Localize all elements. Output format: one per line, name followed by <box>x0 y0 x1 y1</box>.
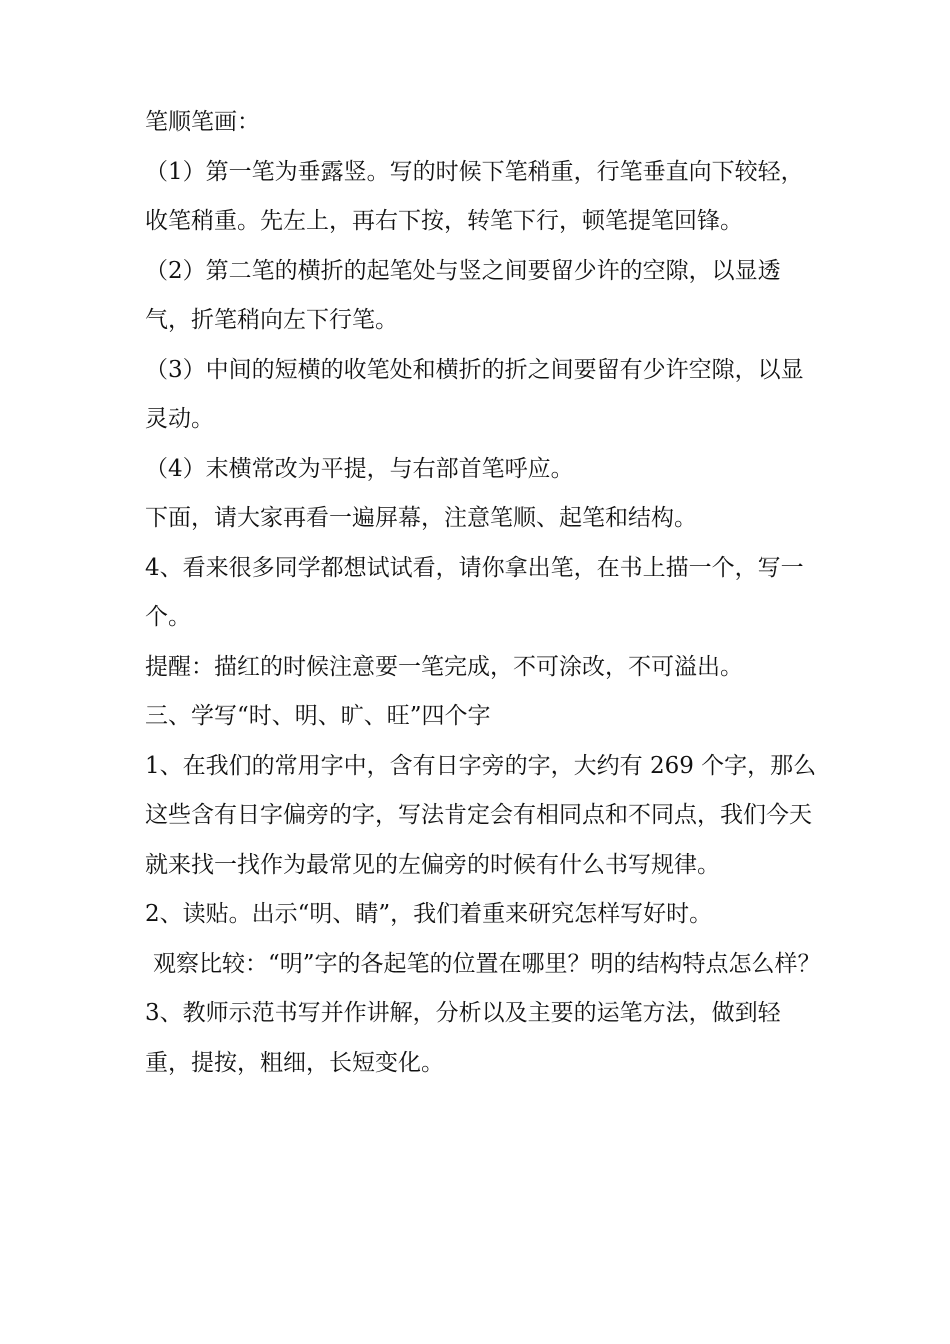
document-body <box>145 98 825 1088</box>
paragraph-reminder: 提醒：描红的时候注意要一笔完成，不可涂改，不可溢出。 <box>145 653 743 680</box>
paragraph-stroke-2: （2）第二笔的横折的起笔处与竖之间要留少许的空隙，以显透气，折笔稍向左下行笔。 <box>145 257 781 333</box>
section-heading-three: 三、学写“时、明、旷、旺”四个字 <box>145 703 491 729</box>
paragraph-step-2: 2、读贴。出示“明、睛”，我们着重来研究怎样写好时。 <box>145 901 713 927</box>
paragraph-step-3: 3、教师示范书写并作讲解，分析以及主要的运笔方法，做到轻重，提按，粗细，长短变化。 <box>145 1000 781 1076</box>
paragraph-stroke-3: （3）中间的短横的收笔处和横折的折之间要留有少许空隙，以显灵动。 <box>145 356 804 432</box>
paragraph-stroke-4: （4）末横常改为平提，与右部首笔呼应。 <box>145 455 574 482</box>
paragraph-stroke-order-heading: 笔顺笔画： <box>145 109 260 135</box>
paragraph-watch-screen: 下面，请大家再看一遍屏幕，注意笔顺、起笔和结构。 <box>145 505 697 531</box>
paragraph-stroke-1: （1）第一笔为垂露竖。写的时候下笔稍重，行笔垂直向下较轻，收笔稍重。先左上，再右下按，转笔下行，顿笔提笔回锋。 <box>145 158 804 234</box>
paragraph-observe-compare: 观察比较：“明”字的各起笔的位置在哪里？明的结构特点怎么样？ <box>153 950 821 977</box>
paragraph-step-1: 1、在我们的常用字中，含有日字旁的字，大约有 269 个字，那么这些含有日字偏旁的字，写法肯定会有相同点和不同点，我们今天就来找一找作为最常见的左偏旁的时候有什么书写规律。 <box>145 752 817 878</box>
paragraph-step-4: 4、看来很多同学都想试试看，请你拿出笔，在书上描一个，写一个。 <box>145 554 804 630</box>
